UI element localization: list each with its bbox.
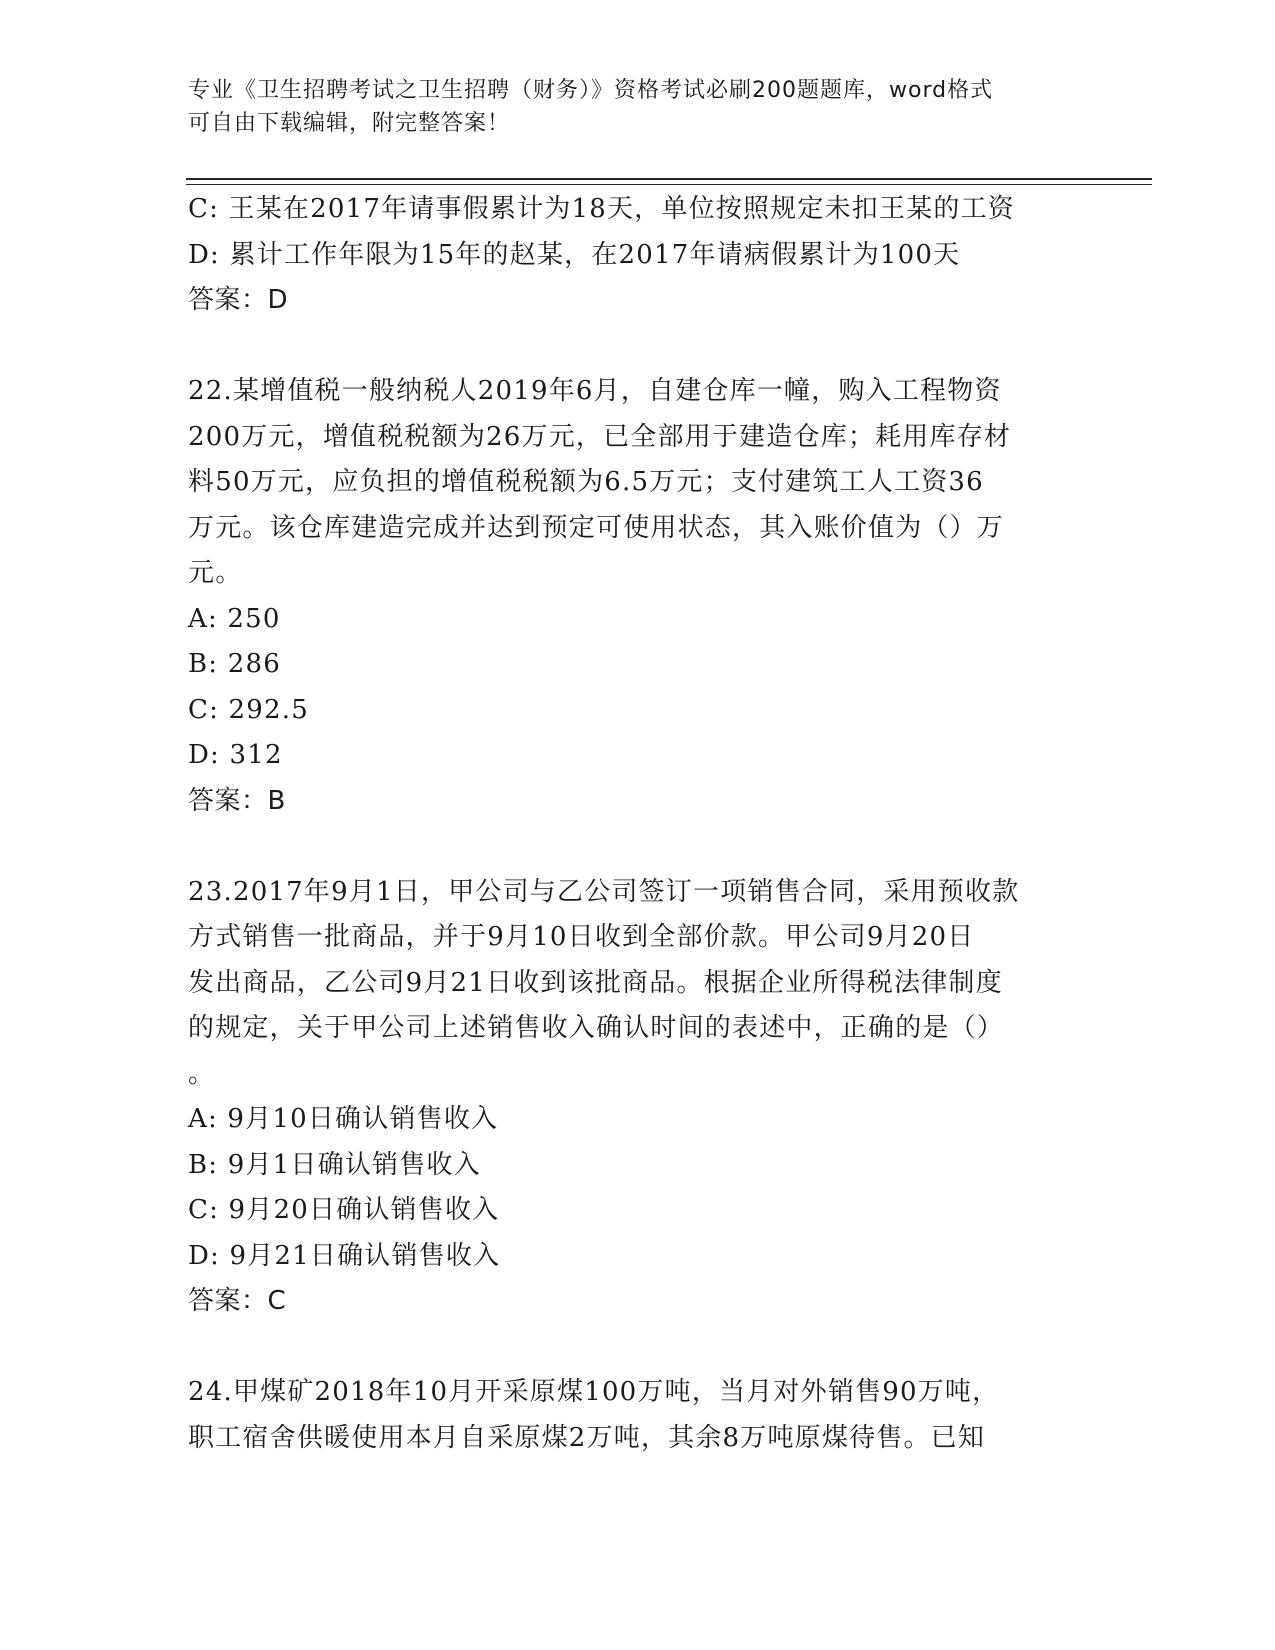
question-21-tail	[188, 187, 1088, 324]
option-d: D: 9月21日确认销售收入	[188, 1240, 501, 1271]
question-text: 的规定，关于甲公司上述销售收入确认时间的表述中，正确的是（）	[188, 1013, 1005, 1043]
header-rule	[186, 184, 1152, 185]
header-rule	[186, 178, 1152, 180]
question-text: 万元。该仓库建造完成并达到预定可使用状态，其入账价值为（）万	[188, 512, 1005, 543]
question-text: 职工宿舍供暖使用本月自采原煤2万吨，其余8万吨原煤待售。已知	[188, 1422, 986, 1453]
header-line: 可自由下载编辑，附完整答案！	[188, 111, 511, 136]
option-b: B: 9月1日确认销售收入	[188, 1149, 481, 1180]
question-text: 料50万元，应负担的增值税税额为6.5万元；支付建筑工人工资36	[188, 467, 984, 497]
option-b: B: 286	[188, 649, 281, 679]
option-c: C: 王某在2017年请事假累计为18天，单位按照规定未扣王某的工资	[188, 194, 1015, 224]
header-line: 专业《卫生招聘考试之卫生招聘（财务）》资格考试必刷200题题库，word格式	[188, 78, 994, 103]
question-24	[188, 1370, 1088, 1461]
page-header	[188, 74, 1068, 140]
question-text: 方式销售一批商品，并于9月10日收到全部价款。甲公司9月20日	[188, 922, 975, 952]
question-text: 24.甲煤矿2018年10月开采原煤100万吨，当月对外销售90万吨，	[188, 1377, 1000, 1407]
question-text: 200万元，增值税税额为26万元，已全部用于建造仓库；耗用库存材	[188, 421, 1012, 452]
answer: 答案：B	[188, 785, 286, 816]
option-c: C: 292.5	[188, 694, 309, 725]
question-23	[188, 870, 1088, 1325]
question-text: 22.某增值税一般纳税人2019年6月，自建仓库一幢，购入工程物资	[188, 376, 1002, 406]
option-a: A: 9月10日确认销售收入	[188, 1104, 499, 1134]
option-a: A: 250	[188, 603, 281, 634]
answer: 答案：C	[188, 1286, 287, 1316]
document-body	[188, 187, 1088, 1461]
question-text: 。	[188, 1058, 216, 1089]
option-d: D: 累计工作年限为15年的赵某，在2017年请病假累计为100天	[188, 239, 961, 270]
option-c: C: 9月20日确认销售收入	[188, 1195, 500, 1225]
answer: 答案：D	[188, 285, 289, 315]
option-d: D: 312	[188, 740, 283, 770]
question-22	[188, 369, 1088, 824]
question-text: 元。	[188, 558, 243, 588]
question-text: 23.2017年9月1日，甲公司与乙公司签订一项销售合同，采用预收款	[188, 876, 1020, 907]
question-text: 发出商品，乙公司9月21日收到该批商品。根据企业所得税法律制度	[188, 967, 1003, 998]
